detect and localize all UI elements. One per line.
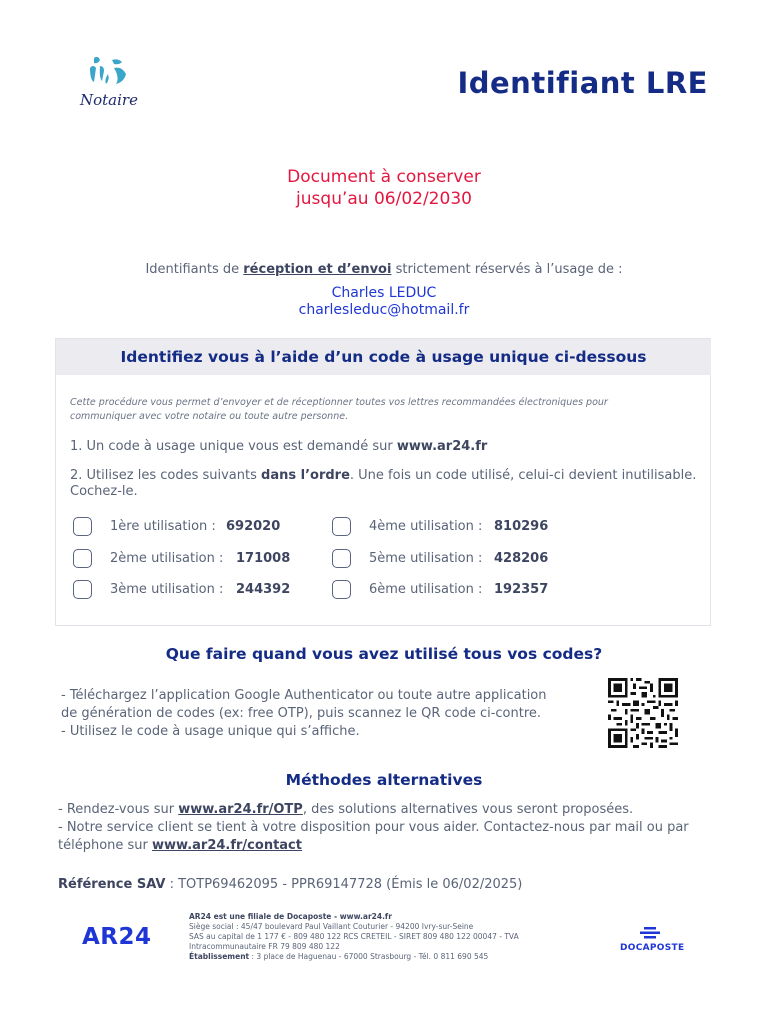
holder-email: charlesleduc@hotmail.fr: [298, 302, 470, 318]
qr-code: [606, 678, 680, 748]
code-value-4: 810296: [494, 519, 549, 534]
footer-line-2: Siège social : 45/47 boulevard Paul Vaillant Couturier - 94200 Ivry-sur-Seine: [189, 922, 474, 931]
footer-line-5: [189, 952, 589, 962]
code-checkbox-6[interactable]: [332, 580, 351, 599]
alternatives-heading: Méthodes alternatives: [285, 771, 483, 789]
code-value-2: 171008: [236, 551, 291, 566]
codes-box-heading: Identifiez vous à l’aide d’un code à usage unique ci-dessous: [56, 339, 711, 375]
docaposte-icon: [639, 927, 661, 939]
code-label-5: 5ème utilisation :: [369, 551, 483, 566]
support-reference: [58, 877, 522, 892]
procedure-note: Cette procédure vous permet d’envoyer et de réceptionner toutes vos lettres recommandées électroniques pour communiquer avec votre notaire ou toute autre personne.: [70, 397, 608, 422]
account-holder: [0, 285, 768, 319]
otp-link[interactable]: www.ar24.fr/OTP: [178, 802, 303, 817]
docaposte-text: DOCAPOSTE: [620, 943, 685, 953]
alt-line-1-before: - Rendez-vous sur: [58, 802, 179, 817]
footer-line-3: SAS au capital de 1 177 € - 809 480 122 RCS CRETEIL - SIRET 809 480 122 00047 - TVA: [189, 932, 519, 941]
code-label-6: 6ème utilisation :: [369, 582, 483, 597]
code-label-4: 4ème utilisation :: [369, 519, 483, 534]
step-2-after: . Une fois un code utilisé, celui-ci devient inutilisable. Cochez-le.: [70, 468, 697, 499]
intro-bold: réception et d’envoi: [243, 262, 392, 277]
holder-name: Charles LEDUC: [331, 285, 437, 301]
logo-text: Notaire: [80, 91, 138, 109]
code-value-3: 244392: [236, 582, 291, 597]
intro-before: Identifiants de: [145, 262, 244, 277]
step-2: [70, 468, 700, 500]
used-codes-text: [61, 687, 591, 741]
reference-label: Référence SAV: [58, 877, 166, 892]
code-value-6: 192357: [494, 582, 549, 597]
code-value-1: 692020: [226, 519, 281, 534]
contact-link[interactable]: www.ar24.fr/contact: [152, 838, 302, 853]
code-label-3: 3ème utilisation :: [110, 582, 224, 597]
used-line-3: - Utilisez le code à usage unique qui s’affiche.: [61, 724, 360, 739]
footer-line-4: Intracommunautaire FR 79 809 480 122: [189, 942, 340, 951]
alternatives-text: [58, 801, 728, 855]
step-2-text: 2. Utilisez les codes suivants: [70, 468, 262, 483]
footer-line-1: AR24 est une filiale de Docaposte - www.ar24.fr: [189, 912, 392, 921]
code-label-2: 2ème utilisation :: [110, 551, 224, 566]
code-label-1: 1ère utilisation :: [110, 519, 216, 534]
code-checkbox-1[interactable]: [73, 517, 92, 536]
retention-notice: [0, 166, 768, 210]
code-checkbox-4[interactable]: [332, 517, 351, 536]
retention-line-2: jusqu’au 06/02/2030: [296, 189, 472, 209]
alt-line-3-before: téléphone sur: [58, 838, 153, 853]
reference-value: : TOTP69462095 - PPR69147728 (Émis le 06/02/2025): [165, 877, 523, 892]
alt-line-2: - Notre service client se tient à votre disposition pour vous aider. Contactez-nous par mail ou par: [58, 820, 689, 835]
step-1-text: 1. Un code à usage unique vous est demandé sur: [70, 439, 397, 454]
used-line-1: - Téléchargez l’application Google Authenticator ou toute autre application: [61, 688, 547, 703]
step-1: [70, 439, 710, 455]
used-codes-heading: Que faire quand vous avez utilisé tous vos codes?: [165, 645, 603, 663]
code-checkbox-5[interactable]: [332, 549, 351, 568]
footer-establishment-label: Établissement: [189, 952, 250, 961]
code-checkbox-3[interactable]: [73, 580, 92, 599]
docaposte-logo: [620, 924, 685, 953]
footer-establishment: : 3 place de Haguenau - 67000 Strasbourg - Tél. 0 811 690 545: [249, 952, 489, 961]
intro-text: [0, 262, 768, 277]
retention-line-1: Document à conserver: [287, 167, 481, 187]
step-1-link: www.ar24.fr: [396, 439, 488, 454]
code-checkbox-2[interactable]: [73, 549, 92, 568]
alt-line-3: [58, 837, 728, 855]
alt-line-1-after: , des solutions alternatives vous seront proposées.: [302, 802, 634, 817]
ar24-logo: AR24: [82, 924, 152, 950]
footer-legal: [189, 912, 589, 962]
alt-line-1: [58, 801, 728, 819]
page-title: Identifiant LRE: [457, 66, 708, 100]
used-line-2: de génération de codes (ex: free OTP), puis scannez le QR code ci-contre.: [61, 706, 542, 721]
code-value-5: 428206: [494, 551, 549, 566]
intro-after: strictement réservés à l’usage de :: [391, 262, 623, 277]
step-2-bold: dans l’ordre: [261, 468, 350, 483]
